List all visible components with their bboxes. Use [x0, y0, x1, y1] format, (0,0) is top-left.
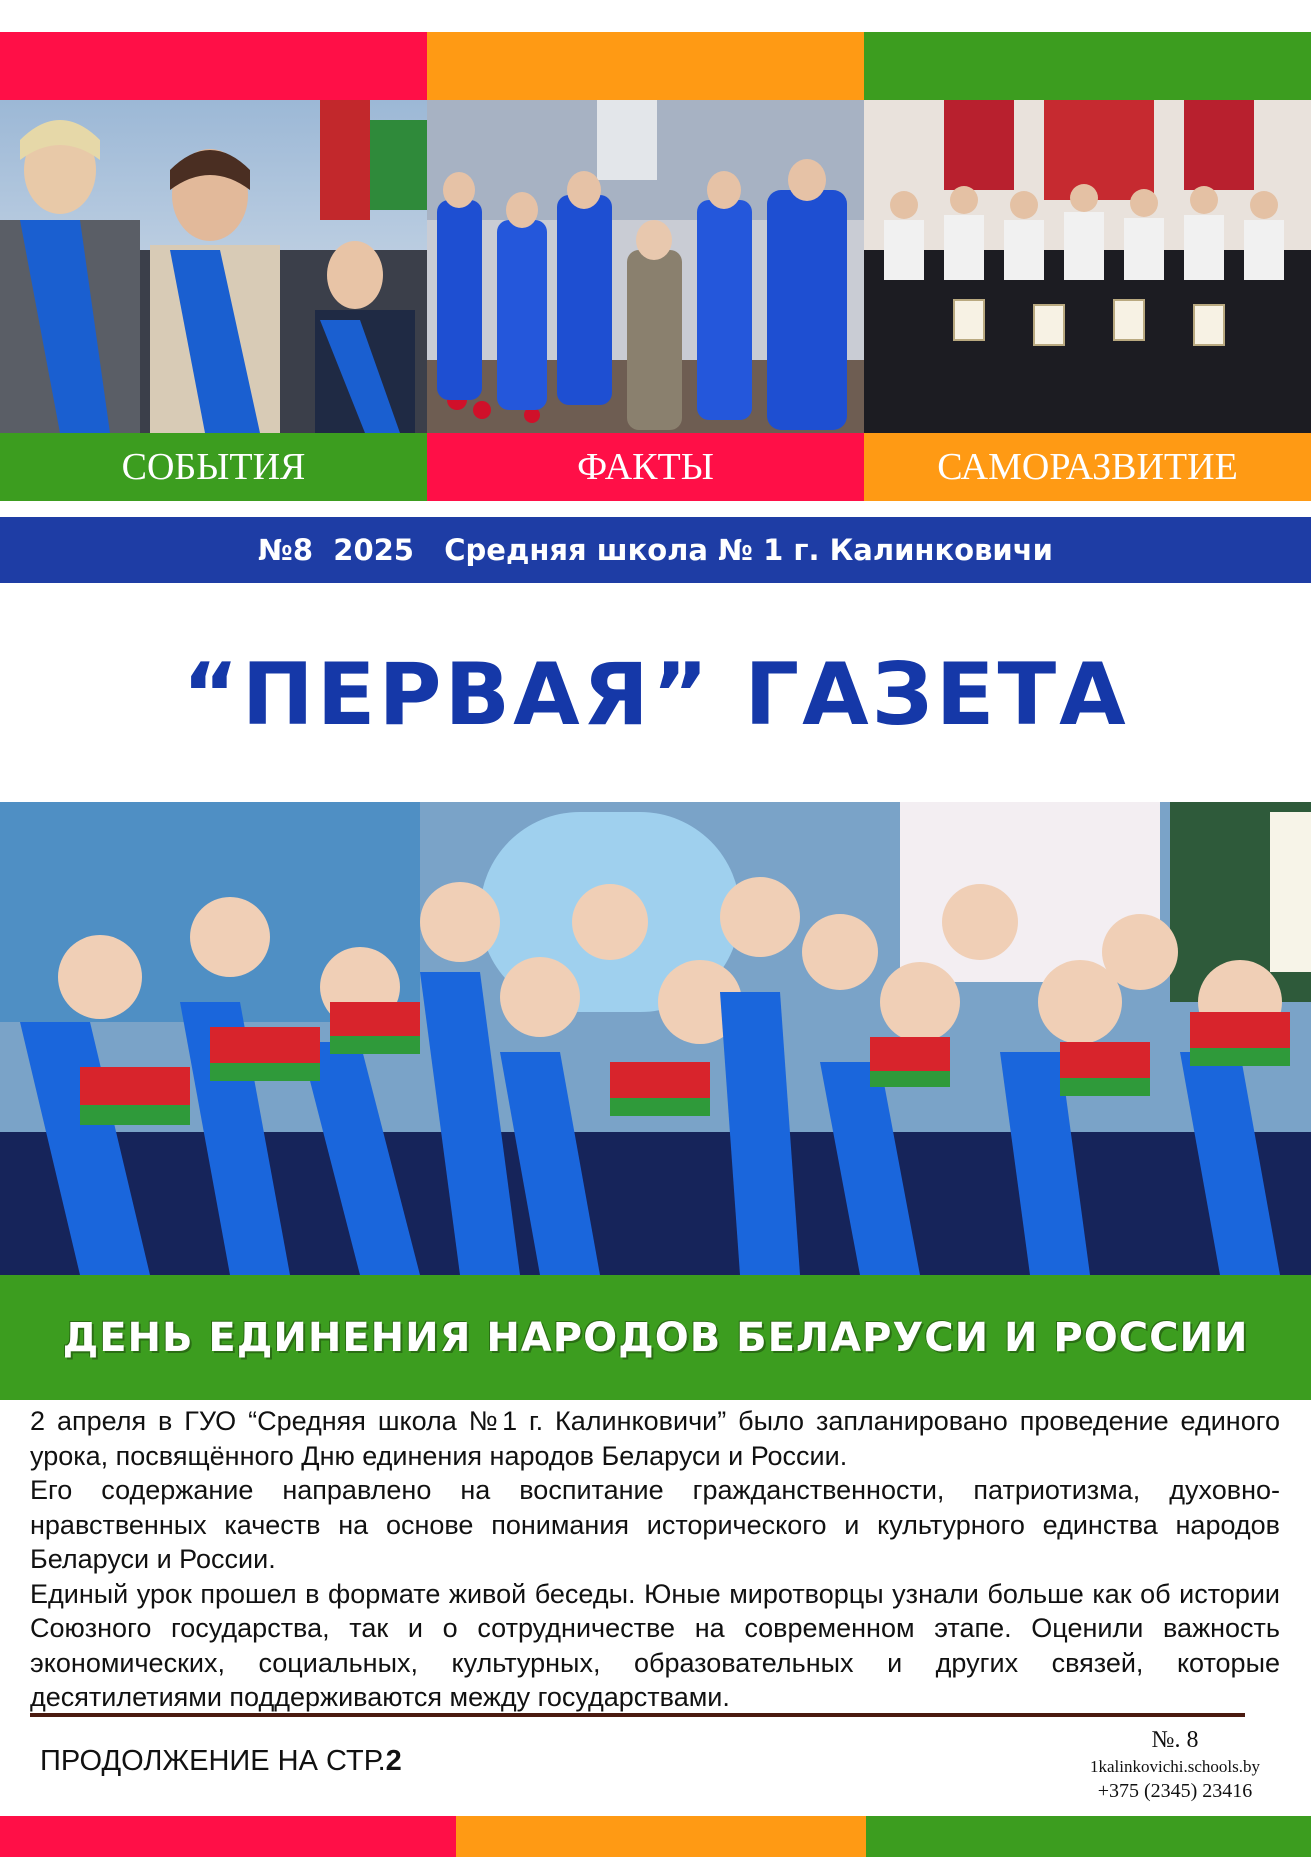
- divider: [30, 1713, 1245, 1717]
- top-stripe-green: [864, 32, 1311, 100]
- category-self-development: САМОРАЗВИТИЕ: [864, 433, 1311, 501]
- bottom-stripe-red: [0, 1816, 456, 1857]
- headline-band: [0, 1275, 1311, 1400]
- photo-pupils-flags-icon: [0, 802, 1311, 1275]
- bottom-stripe-green: [866, 1816, 1311, 1857]
- bottom-stripe-orange: [456, 1816, 866, 1857]
- category-events: СОБЫТИЯ: [0, 433, 427, 501]
- photo-awards-icon: [864, 100, 1311, 433]
- article-paragraph-2: Его содержание направлено на воспитание гражданственности, патриотизма, духовно-нравственных качеств на основе понимания исторического и культурного единства народов Беларуси и России.: [30, 1475, 1280, 1574]
- issue-number: №. 8: [1151, 1727, 1199, 1753]
- page-title: “ПЕРВАЯ” ГАЗЕТА: [182, 645, 1129, 745]
- article-headline: ДЕНЬ ЕДИНЕНИЯ НАРОДОВ БЕЛАРУСИ И РОССИИ: [62, 1314, 1249, 1361]
- issue-band: №8 2025 Средняя школа № 1 г. Калинковичи: [0, 517, 1311, 583]
- top-stripe-red: [0, 32, 427, 100]
- website: 1kalinkovichi.schools.by: [1090, 1757, 1260, 1776]
- photo-memorial-icon: [427, 100, 864, 433]
- continuation-page: 2: [385, 1745, 402, 1777]
- category-facts: ФАКТЫ: [427, 433, 864, 501]
- article-paragraph-3: Единый урок прошел в формате живой беседы. Юные миротворцы узнали больше как об истории Союзного государства, так и о сотрудничестве на современном этапе. Оценили важность экономических, социальных, культурных, образовательных и других связей, которые десятилетиями поддерживаются между государствами.: [30, 1578, 1280, 1712]
- continuation-note: [40, 1745, 402, 1778]
- phone-number: +375 (2345) 23416: [1097, 1780, 1253, 1802]
- article-paragraph-1: 2 апреля в ГУО “Средняя школа №1 г. Калинковичи” было запланировано проведение единого урока, посвящённого Дню единения народов Беларуси и России.: [30, 1406, 1280, 1471]
- article-body: [30, 1404, 1280, 1715]
- continuation-text: ПРОДОЛЖЕНИЕ НА СТР.: [40, 1745, 386, 1777]
- photo-teachers-icon: [0, 100, 427, 433]
- top-stripe-orange: [427, 32, 864, 100]
